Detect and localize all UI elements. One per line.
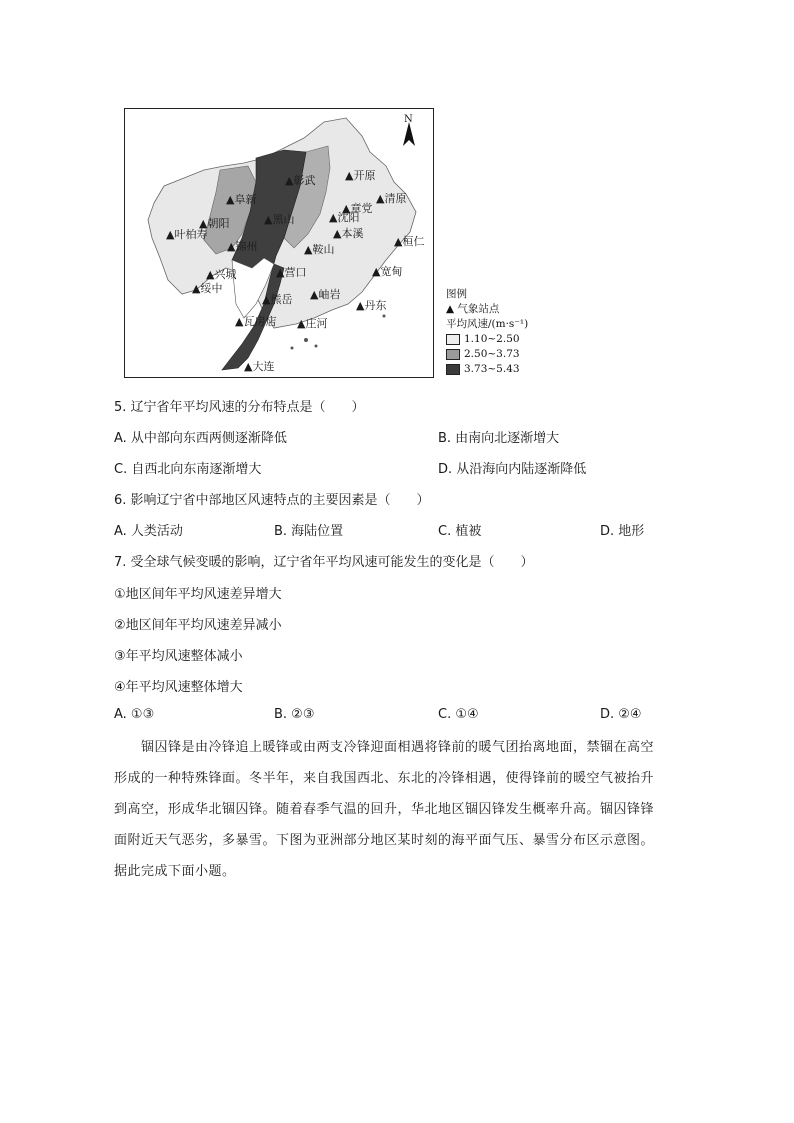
legend-swatch-1 [446,334,460,345]
legend-title: 图例 [446,288,467,300]
north-arrow-icon [403,122,415,146]
station-18: ▲岫岩 [310,288,341,301]
q7-statement-3: ③年平均风速整体减小 [114,649,243,664]
legend-swatch-3 [446,364,460,375]
station-13: ▲鞍山 [304,243,335,256]
passage-line-2: 形成的一种特殊锋面。冬半年，来自我国西北、东北的冷锋相遇，使得锋前的暖空气被抬升 [114,771,655,786]
station-16: ▲宽甸 [372,265,403,278]
station-3: ▲阜新 [226,193,257,206]
occlusion-front-passage [114,732,676,887]
q6-stem: 6. 影响辽宁省中部地区风速特点的主要因素是（ ） [114,493,430,508]
q7-statement-1: ①地区间年平均风速差异增大 [114,587,282,602]
q7-option-a[interactable]: A. ①③ [114,707,155,722]
passage-line-1: 锢囚锋是由冷锋追上暖锋或由两支冷锋迎面相遇将锋前的暖气团抬离地面，禁锢在高空 [114,740,655,755]
q5-stem: 5. 辽宁省年平均风速的分布特点是（ ） [114,400,365,415]
wind-speed-map [124,108,434,378]
legend-range-1: 1.10~2.50 [446,332,528,347]
legend-station: ▲ 气象站点 [446,303,500,315]
station-21: ▲瓦房店 [235,315,277,328]
q6-option-c[interactable]: C. 植被 [438,524,482,539]
station-23: ▲大连 [244,360,275,373]
q7-option-b[interactable]: B. ②③ [274,707,315,722]
station-6: ▲朝阳 [199,217,230,230]
q7-statement-4: ④年平均风速整体增大 [114,680,243,695]
passage-line-3: 到高空，形成华北锢囚锋。随着春季气温的回升，华北地区锢囚锋发生概率升高。锢囚锋锋 [114,802,655,817]
station-9: ▲叶柏寿 [166,228,208,241]
station-19: ▲熊岳 [262,293,293,306]
q6-option-b[interactable]: B. 海陆位置 [274,524,344,539]
station-8: ▲沈阳 [329,211,360,224]
station-4: ▲清原 [376,192,407,205]
station-12: ▲锦州 [227,240,258,253]
legend-speed-label: 平均风速/(m·s⁻¹) [446,318,529,330]
station-2: ▲开原 [345,169,376,182]
station-7: ▲黑山 [264,213,295,226]
q7-statement-2: ②地区间年平均风速差异减小 [114,618,282,633]
station-11: ▲桓仁 [394,235,425,248]
legend-range-2: 2.50~3.73 [446,347,528,362]
station-20: ▲丹东 [356,299,387,312]
passage-line-4: 面附近天气恶劣，多暴雪。下图为亚洲部分地区某时刻的海平面气压、暴雪分布区示意图。 [114,833,655,848]
q6-option-d[interactable]: D. 地形 [600,524,645,539]
station-22: ▲庄河 [297,317,328,330]
q5-option-c[interactable]: C. 自西北向东南逐渐增大 [114,462,262,477]
station-15: ▲营口 [276,266,307,279]
q7-option-c[interactable]: C. ①④ [438,707,479,722]
q6-option-a[interactable]: A. 人类活动 [114,524,183,539]
q7-option-d[interactable]: D. ②④ [600,707,642,722]
q5-option-a[interactable]: A. 从中部向东西两侧逐渐降低 [114,431,287,446]
station-14: ▲兴城 [206,268,237,281]
q7-stem: 7. 受全球气候变暖的影响，辽宁省年平均风速可能发生的变化是（ ） [114,555,534,570]
station-5: ▲章党 [342,202,373,215]
legend-range-3: 3.73~5.43 [446,362,528,377]
map-legend [446,287,528,377]
station-17: ▲绥中 [192,282,223,295]
passage-line-5: 据此完成下面小题。 [114,864,236,879]
q5-option-d[interactable]: D. 从沿海向内陆逐渐降低 [438,462,587,477]
q5-option-b[interactable]: B. 由南向北逐渐增大 [438,431,560,446]
station-1: ▲彰武 [285,174,316,187]
map-regions [124,108,434,378]
north-label: N [404,114,413,125]
legend-swatch-2 [446,349,460,360]
station-10: ▲本溪 [333,227,364,240]
